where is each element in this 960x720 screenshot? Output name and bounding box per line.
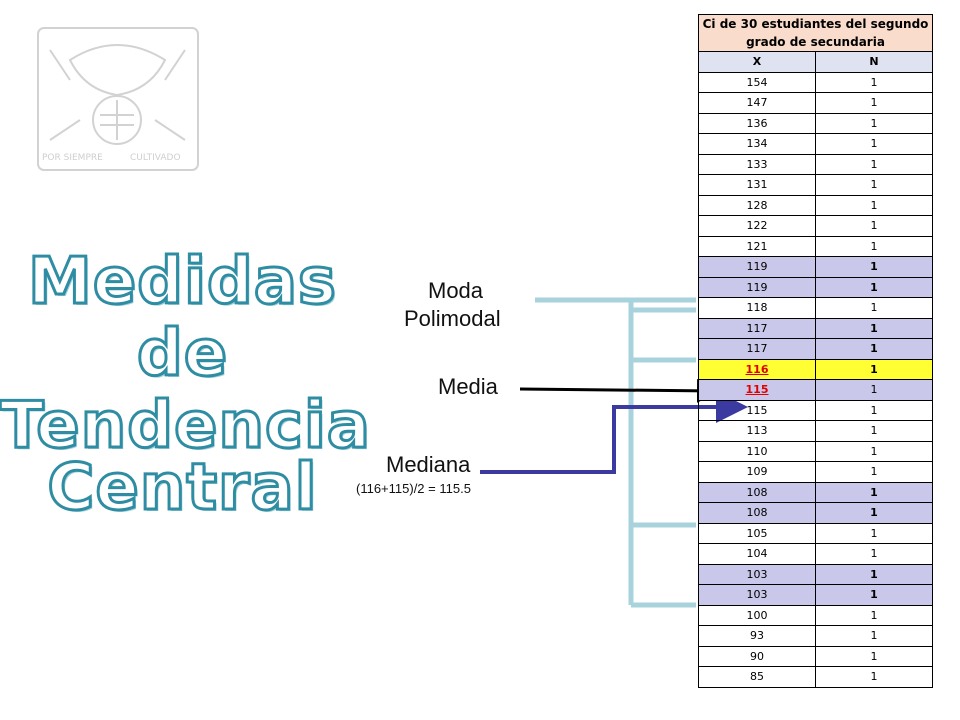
table-row (699, 298, 933, 319)
cell-x: 117 (699, 339, 816, 360)
cell-x: 108 (699, 503, 816, 524)
frequency-table (698, 14, 933, 688)
table-row (699, 503, 933, 524)
cell-n: 1 (816, 339, 933, 360)
cell-n: 1 (816, 175, 933, 196)
media-arrow (520, 389, 715, 391)
table-row (699, 564, 933, 585)
title-line-3: Tendencia (0, 389, 371, 463)
cell-n: 1 (816, 298, 933, 319)
cell-n: 1 (816, 134, 933, 155)
cell-n: 1 (816, 544, 933, 565)
cell-x: 154 (699, 72, 816, 93)
table-row (699, 113, 933, 134)
cell-n: 1 (816, 667, 933, 688)
cell-x: 131 (699, 175, 816, 196)
cell-x: 90 (699, 646, 816, 667)
cell-n: 1 (816, 462, 933, 483)
table-row (699, 523, 933, 544)
cell-n: 1 (816, 154, 933, 175)
cell-x: 93 (699, 626, 816, 647)
cell-x: 133 (699, 154, 816, 175)
cell-x: 122 (699, 216, 816, 237)
column-header-x: X (699, 52, 816, 73)
table-row (699, 605, 933, 626)
title-line-1: Medidas (28, 245, 337, 319)
table-row (699, 195, 933, 216)
cell-x: 147 (699, 93, 816, 114)
title-line-4: Central (47, 451, 318, 525)
cell-n: 1 (816, 503, 933, 524)
table-row (699, 216, 933, 237)
cell-x: 113 (699, 421, 816, 442)
cell-x: 103 (699, 564, 816, 585)
cell-x: 100 (699, 605, 816, 626)
table-row (699, 400, 933, 421)
table-row (699, 318, 933, 339)
table-row (699, 585, 933, 606)
title-line-2: de (136, 317, 229, 391)
cell-n: 1 (816, 564, 933, 585)
cell-x: 109 (699, 462, 816, 483)
moda-label: Moda (428, 278, 484, 303)
cell-n: 1 (816, 585, 933, 606)
cell-x: 115 (699, 400, 816, 421)
cell-n: 1 (816, 195, 933, 216)
highlighted-value: 115 (745, 383, 769, 397)
table-row (699, 482, 933, 503)
cell-x: 136 (699, 113, 816, 134)
cell-n: 1 (816, 421, 933, 442)
cell-x: 128 (699, 195, 816, 216)
cell-x: 108 (699, 482, 816, 503)
table-row (699, 339, 933, 360)
cell-n: 1 (816, 236, 933, 257)
table-row (699, 257, 933, 278)
cell-n: 1 (816, 257, 933, 278)
table-row (699, 134, 933, 155)
polimodal-label: Polimodal (404, 306, 501, 331)
column-header-n: N (816, 52, 933, 73)
table-row (699, 441, 933, 462)
cell-x: 85 (699, 667, 816, 688)
cell-n: 1 (816, 277, 933, 298)
cell-n: 1 (816, 380, 933, 401)
cell-n: 1 (816, 216, 933, 237)
cell-x (699, 359, 816, 380)
table-row (699, 154, 933, 175)
table-row (699, 667, 933, 688)
cell-n: 1 (816, 400, 933, 421)
table-row (699, 72, 933, 93)
table-row (699, 380, 933, 401)
table-row (699, 462, 933, 483)
table-row (699, 359, 933, 380)
cell-n: 1 (816, 93, 933, 114)
cell-x (699, 380, 816, 401)
table-row (699, 93, 933, 114)
table-row (699, 544, 933, 565)
cell-x: 118 (699, 298, 816, 319)
cell-n: 1 (816, 318, 933, 339)
table-caption: Ci de 30 estudiantes del segundo grado de secundaria (699, 15, 933, 52)
mediana-label: Mediana (386, 452, 471, 477)
cell-n: 1 (816, 605, 933, 626)
svg-text:CULTIVADO: CULTIVADO (130, 153, 181, 163)
cell-x: 110 (699, 441, 816, 462)
cell-x: 134 (699, 134, 816, 155)
cell-n: 1 (816, 626, 933, 647)
table-row (699, 646, 933, 667)
table-row (699, 175, 933, 196)
cell-x: 103 (699, 585, 816, 606)
cell-x: 117 (699, 318, 816, 339)
cell-n: 1 (816, 359, 933, 380)
cell-n: 1 (816, 523, 933, 544)
media-label: Media (438, 374, 498, 399)
table-row (699, 626, 933, 647)
cell-x: 104 (699, 544, 816, 565)
table-row (699, 236, 933, 257)
table-row (699, 421, 933, 442)
cell-x: 119 (699, 257, 816, 278)
cell-x: 105 (699, 523, 816, 544)
cell-x: 121 (699, 236, 816, 257)
cell-n: 1 (816, 482, 933, 503)
mediana-formula: (116+115)/2 = 115.5 (356, 481, 471, 496)
table-row (699, 277, 933, 298)
highlighted-value: 116 (745, 362, 769, 376)
cell-n: 1 (816, 113, 933, 134)
cell-n: 1 (816, 441, 933, 462)
cell-x: 119 (699, 277, 816, 298)
svg-text:POR SIEMPRE: POR SIEMPRE (42, 153, 103, 163)
cell-n: 1 (816, 646, 933, 667)
cell-n: 1 (816, 72, 933, 93)
